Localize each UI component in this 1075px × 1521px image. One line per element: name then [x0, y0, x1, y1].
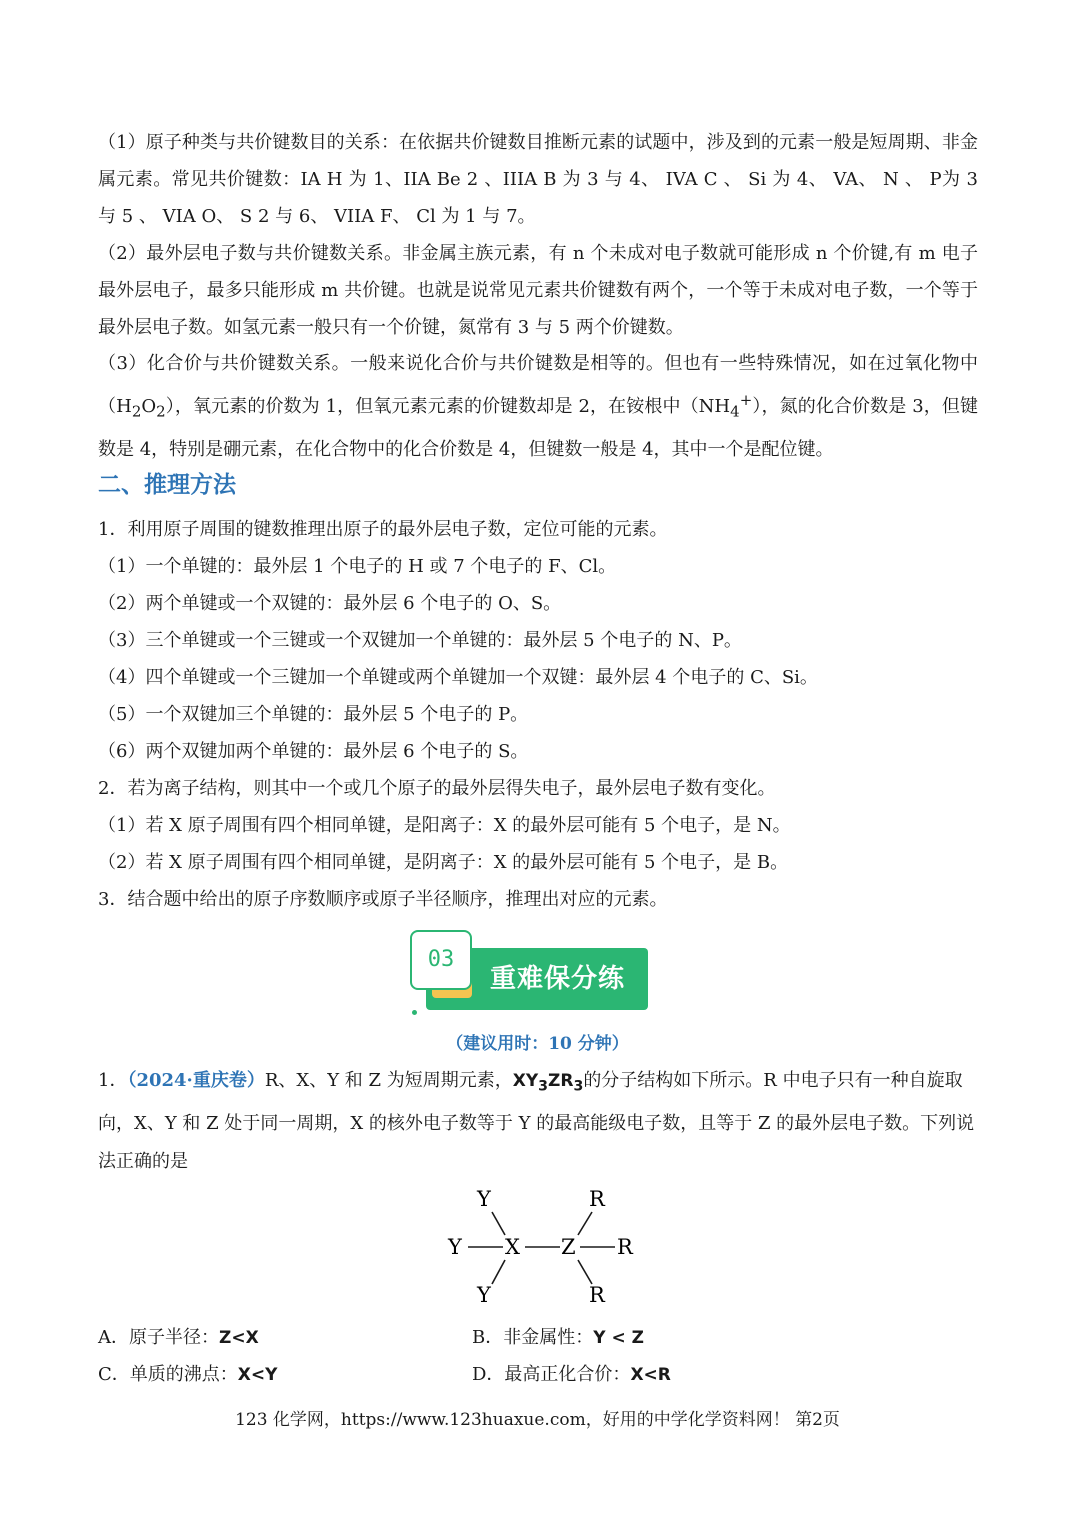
badge-title: 重难保分练 — [490, 964, 626, 994]
intro-paragraph-1: （1）原子种类与共价键数目的关系：在依据共价键数目推断元素的试题中，涉及到的元素一般是短周期、非金属元素。常见共价键数：IA H 为 1、IIA Be 2 、IIIA B 为 3 与 4、 IVA C 、 Si 为 4、 VA、 N 、 P为 3 与 5 、 VIA O、 S 2 与 6、 VIIA F、 Cl 为 1 与 7。 — [98, 132, 978, 227]
method-line: （4）四个单键或一个三键加一个单键或两个单键加一个双键：最外层 4 个电子的 C、Si。 — [98, 667, 818, 688]
question-text: 1．（2024·重庆卷）R、X、Y 和 Z 为短周期元素，$XY_3ZR_3$的分子结构如下所示。R 中电子只有一种自旋取向，X、Y 和 Z 处于同一周期，X 的核外电子数等于 Y 的最高能级电子数，且等于 Z 的最外层电子数。下列说法正确的是 — [98, 1070, 975, 1173]
option-d[interactable]: D．最高正化合价：X<R — [472, 1364, 671, 1385]
suggested-time: （建议用时：10 分钟） — [446, 1034, 629, 1054]
method-line: （5）一个双键加三个单键的：最外层 5 个电子的 P。 — [98, 704, 529, 725]
method-line: （1）若 X 原子周围有四个相同单键，是阳离子：X 的最外层可能有 5 个电子，是 N。 — [98, 815, 791, 836]
atom-y-top: Y — [477, 1187, 491, 1211]
atom-z: Z — [561, 1235, 576, 1259]
method-line: 1．利用原子周围的键数推理出原子的最外层电子数，定位可能的元素。 — [98, 519, 668, 540]
method-line: 3．结合题中给出的原子序数顺序或原子半径顺序，推理出对应的元素。 — [98, 889, 668, 910]
atom-r-top: R — [589, 1187, 605, 1211]
page-footer: 123 化学网，https://www.123huaxue.com，好用的中学化学资料网！ 第2页 — [235, 1410, 840, 1430]
question-number: 1． — [98, 1070, 128, 1091]
method-line: （2）两个单键或一个双键的：最外层 6 个电子的 O、S。 — [98, 593, 562, 614]
badge-dot — [412, 1010, 417, 1015]
atom-y-bottom: Y — [477, 1283, 491, 1307]
method-line: （1）一个单键的：最外层 1 个电子的 H 或 7 个电子的 F、Cl。 — [98, 556, 617, 577]
method-line: 2．若为离子结构，则其中一个或几个原子的最外层得失电子，最外层电子数有变化。 — [98, 778, 776, 799]
section-title: 二、推理方法 — [98, 472, 236, 498]
intro-paragraph-2: （2）最外层电子数与共价键数关系。非金属主族元素，有 n 个未成对电子数就可能形成 n 个价键,有 m 电子最外层电子，最多只能形成 m 共价键。也就是说常见元素共价键数有两个，一个等于未成对电子数，一个等于最外层电子数。如氢元素一般只有一个价键，氮常有 3 与 5 两个价键数。 — [98, 243, 978, 338]
method-line: （2）若 X 原子周围有四个相同单键，是阴离子：X 的最外层可能有 5 个电子，是 B。 — [98, 852, 789, 873]
atom-x: X — [505, 1235, 520, 1259]
atom-r-bottom: R — [589, 1283, 605, 1307]
option-b[interactable]: B．非金属性：Y < Z — [472, 1327, 644, 1348]
option-c[interactable]: C．单质的沸点：X<Y — [98, 1364, 278, 1385]
atom-r-right: R — [617, 1235, 633, 1259]
method-line: （6）两个双键加两个单键的：最外层 6 个电子的 S。 — [98, 741, 529, 762]
molecule-formula: $XY_3ZR_3$ — [512, 1071, 584, 1095]
option-a[interactable]: A．原子半径：Z<X — [98, 1327, 259, 1348]
section-badge — [410, 930, 650, 1020]
intro-paragraph-3: （3）化合价与共价键数关系。一般来说化合价与共价键数是相等的。但也有一些特殊情况，如在过氧化物中$(H_2O_2)$，氧元素的价数为 1，但氧元素元素的价键数却是 2，在铵根中$(NH_4^+)$，氮的化合价数是 3，但键数是 4，特别是硼元素，在化合物中的化合价数是 4，但键数一般是 4，其中一个是配位键。 — [98, 353, 978, 460]
question-source: （2024·重庆卷） — [127, 1070, 265, 1091]
method-line: （3）三个单键或一个三键或一个双键加一个单键的：最外层 5 个电子的 N、P。 — [98, 630, 742, 651]
badge-number: 03 — [410, 930, 472, 990]
molecule-structure — [440, 1180, 650, 1310]
atom-y-left: Y — [448, 1235, 462, 1259]
